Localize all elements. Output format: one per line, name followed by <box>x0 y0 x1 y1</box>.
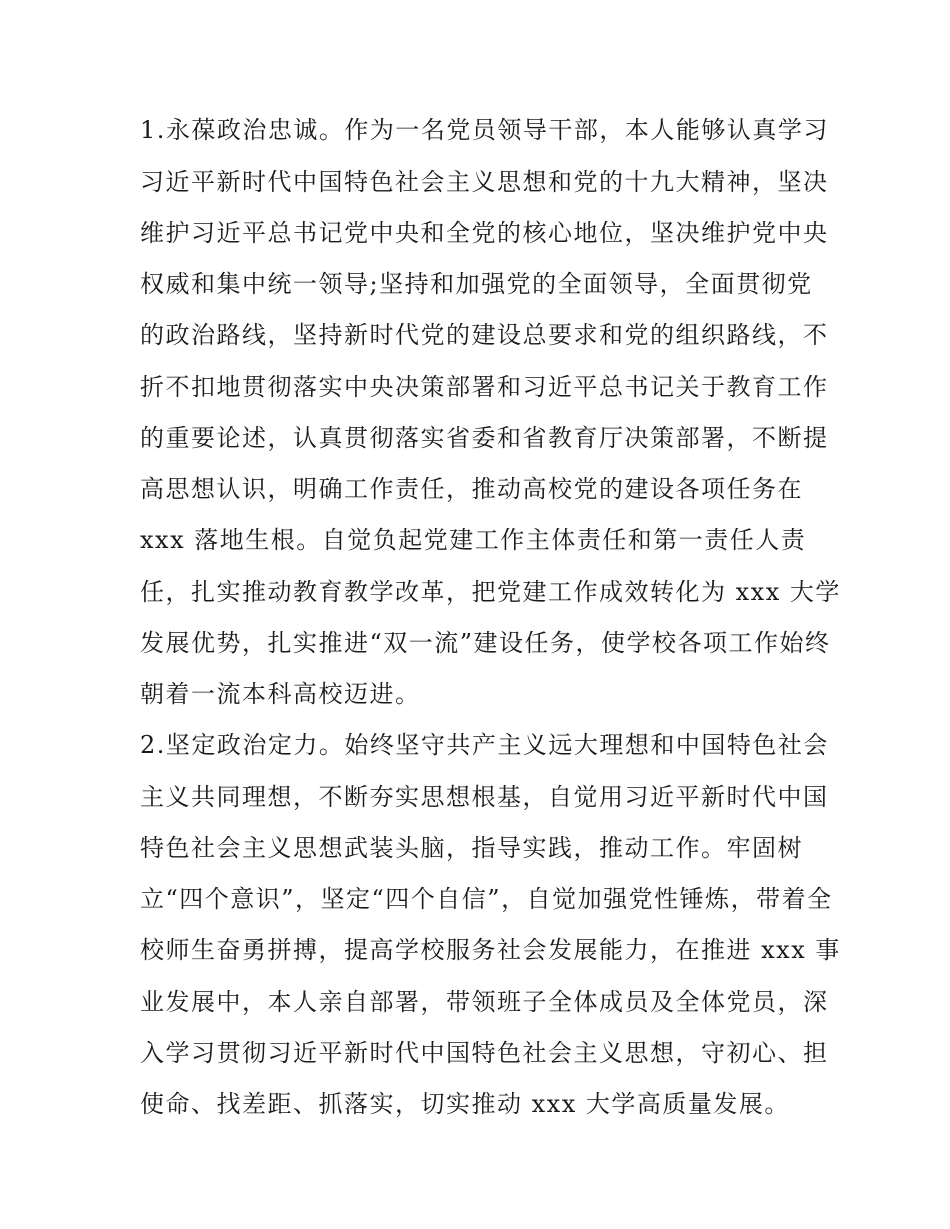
text-line: 2.坚定政治定力。始终坚守共产主义远大理想和中国特色社会 <box>140 731 829 759</box>
text-line: 入学习贯彻习近平新时代中国特色社会主义思想，守初心、担 <box>140 1039 829 1067</box>
text-line: 高思想认识，明确工作责任，推动高校党的建设各项任务在 <box>140 475 803 503</box>
text-line: xxx 落地生根。自觉负起党建工作主体责任和第一责任人责 <box>140 526 807 554</box>
text-line: 朝着一流本科高校迈进。 <box>140 680 421 708</box>
text-line: 的政治路线，坚持新时代党的建设总要求和党的组织路线，不 <box>140 321 829 349</box>
text-line: 权威和集中统一领导;坚持和加强党的全面领导，全面贯彻党 <box>140 270 813 298</box>
text-line: 校师生奋勇拼搏，提高学校服务社会发展能力，在推进 xxx 事 <box>140 936 841 964</box>
text-line: 特色社会主义思想武装头脑，指导实践，推动工作。牢固树 <box>140 834 803 862</box>
text-line: 立“四个意识”，坚定“四个自信”，自觉加强党性锤炼，带着全 <box>140 885 833 913</box>
text-line: 习近平新时代中国特色社会主义思想和党的十九大精神，坚决 <box>140 168 829 196</box>
text-line: 主义共同理想，不断夯实思想根基，自觉用习近平新时代中国 <box>140 783 829 811</box>
text-line: 业发展中，本人亲自部署，带领班子全体成员及全体党员，深 <box>140 988 829 1016</box>
text-line: 发展优势，扎实推进“双一流”建设任务，使学校各项工作始终 <box>140 629 831 657</box>
text-line: 任，扎实推动教育教学改革，把党建工作成效转化为 xxx 大学 <box>140 578 841 606</box>
text-line: 1.永葆政治忠诚。作为一名党员领导干部，本人能够认真学习 <box>140 116 829 144</box>
text-line: 折不扣地贯彻落实中央决策部署和习近平总书记关于教育工作 <box>140 373 829 401</box>
text-line: 维护习近平总书记党中央和全党的核心地位，坚决维护党中央 <box>140 219 829 247</box>
text-line: 的重要论述，认真贯彻落实省委和省教育厅决策部署，不断提 <box>140 424 829 452</box>
text-line: 使命、找差距、抓落实，切实推动 xxx 大学高质量发展。 <box>140 1090 790 1118</box>
